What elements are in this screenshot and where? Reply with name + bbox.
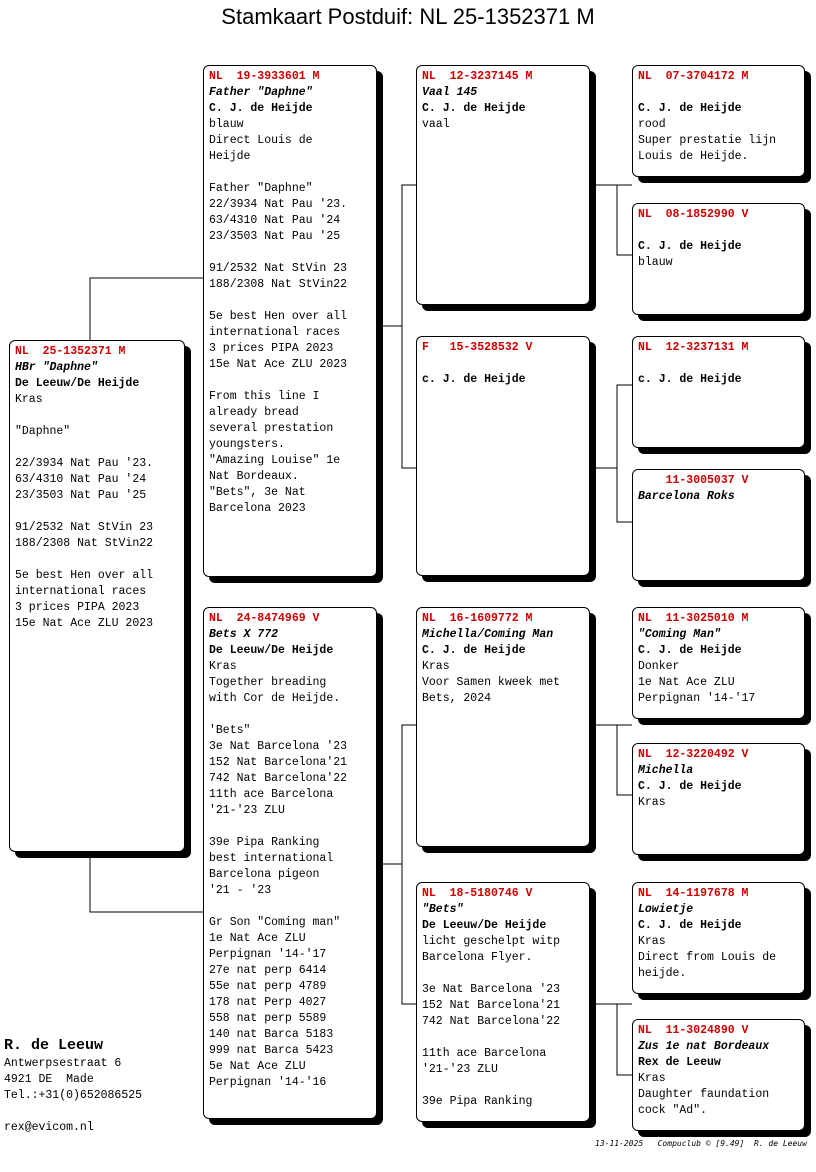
card-line: 22/3934 Nat Pau '23. [15,457,154,470]
card-line: 91/2532 Nat StVin 23 [15,521,154,534]
card-line: blauw [638,256,673,269]
card-line [209,245,371,261]
ggp-fmf-card [632,336,805,448]
card-line: Barcelona 2023 [209,502,306,515]
card-line: Heijde [209,150,251,163]
ring-number: NL 19-3933601 M [209,70,320,83]
card-line: Kras [422,660,450,673]
pigeon-name: Michella/Coming Man [422,628,554,641]
subject-pigeon-card [9,340,185,852]
ring-number: NL 12-3237145 M [422,70,533,83]
owner-email: rex@evicom.nl [4,1121,94,1134]
card-line [15,504,179,520]
card-line: several prestation [209,422,334,435]
card-line: 5e Nat Ace ZLU [209,1060,306,1073]
pigeon-name: Father "Daphne" [209,86,313,99]
card-line [15,408,179,424]
ggp-mfm-card [632,743,805,855]
father-card [203,65,377,577]
card-line: 1e Nat Ace ZLU [209,932,306,945]
card-line: 11th ace Barcelona [209,788,334,801]
breeder-name: De Leeuw/De Heijde [422,919,547,932]
ring-number: NL 18-5180746 V [422,887,533,900]
card-line: 3e Nat Barcelona '23 [209,740,348,753]
card-line: Louis de Heijde. [638,150,749,163]
ring-number: NL 11-3024890 V [638,1024,749,1037]
card-line: Donker [638,660,680,673]
card-line: 23/3503 Nat Pau '25 [209,230,341,243]
card-line: '21-'23 ZLU [422,1063,498,1076]
breeder-name: C. J. de Heijde [638,240,742,253]
card-line: 3 prices PIPA 2023 [15,601,140,614]
card-line: cock "Ad". [638,1104,708,1117]
ring-number: 11-3005037 V [638,474,749,487]
card-line: Perpignan '14-'17 [209,948,327,961]
card-line [209,899,371,915]
ring-number: NL 25-1352371 M [15,345,126,358]
pigeon-name: Michella [638,764,694,777]
breeder-name: C. J. de Heijde [209,102,313,115]
mother-card [203,607,377,1119]
owner-name: R. de Leeuw [4,1037,104,1054]
card-line: Kras [638,1072,666,1085]
page-title: Stamkaart Postduif: NL 25-1352371 M [221,4,595,29]
breeder-name: c. J. de Heijde [422,373,526,386]
ring-number: NL 12-3237131 M [638,341,749,354]
card-line [638,356,799,372]
ring-number: F 15-3528532 V [422,341,533,354]
ring-number: NL 16-1609772 M [422,612,533,625]
card-line: 27e nat perp 6414 [209,964,327,977]
breeder-name: C. J. de Heijde [422,644,526,657]
pigeon-name: HBr "Daphne" [15,361,98,374]
card-line: 152 Nat Barcelona'21 [209,756,348,769]
pigeon-name: Lowietje [638,903,694,916]
ggp-mff-card [632,607,805,719]
card-line: 742 Nat Barcelona'22 [209,772,348,785]
card-line: "Amazing Louise" 1e [209,454,341,467]
owner-phone: Tel.:+31(0)652086525 [4,1089,143,1102]
card-line: 23/3503 Nat Pau '25 [15,489,147,502]
card-line: "Daphne" [15,425,71,438]
owner-city: 4921 DE Made [4,1073,94,1086]
card-line [638,223,799,239]
ring-number: NL 11-3025010 M [638,612,749,625]
card-line: Perpignan '14-'17 [638,692,756,705]
ggp-mmm-card [632,1019,805,1131]
card-line: 5e best Hen over all [209,310,348,323]
card-line: 152 Nat Barcelona'21 [422,999,561,1012]
card-line: 63/4310 Nat Pau '24 [209,214,341,227]
card-line: 1e Nat Ace ZLU [638,676,735,689]
card-line: Nat Bordeaux. [209,470,299,483]
card-line: youngsters. [209,438,285,451]
card-line: Barcelona Flyer. [422,951,533,964]
breeder-name: c. J. de Heijde [638,373,742,386]
card-line: Kras [209,660,237,673]
maternal-grandmother-card [416,882,590,1122]
ring-number: NL 07-3704172 M [638,70,749,83]
pigeon-name: "Coming Man" [638,628,721,641]
owner-block [4,1036,142,1136]
card-line: 3 prices PIPA 2023 [209,342,334,355]
pigeon-name: "Bets" [422,903,464,916]
card-line: Kras [15,393,43,406]
card-line: '21-'23 ZLU [209,804,285,817]
card-line: 188/2308 Nat StVin22 [209,278,348,291]
card-line: best international [209,852,334,865]
card-line: 178 nat Perp 4027 [209,996,327,1009]
breeder-name: De Leeuw/De Heijde [209,644,334,657]
card-line: rood [638,118,666,131]
card-line: with Cor de Heijde. [209,692,341,705]
card-line [209,707,371,723]
breeder-name: De Leeuw/De Heijde [15,377,140,390]
card-line: licht geschelpt witp [422,935,561,948]
card-line [422,356,584,372]
card-line: 63/4310 Nat Pau '24 [15,473,147,486]
breeder-name: C. J. de Heijde [638,780,742,793]
ggp-mmf-card [632,882,805,994]
card-line: '21 - '23 [209,884,272,897]
card-line [209,165,371,181]
pigeon-name: Vaal 145 [422,86,478,99]
card-line: 742 Nat Barcelona'22 [422,1015,561,1028]
card-line: 999 nat Barca 5423 [209,1044,334,1057]
card-line: Bets, 2024 [422,692,492,705]
card-line: already bread [209,406,299,419]
card-line: 15e Nat Ace ZLU 2023 [15,617,154,630]
card-line: 558 nat perp 5589 [209,1012,327,1025]
card-line [422,1078,584,1094]
card-line: 22/3934 Nat Pau '23. [209,198,348,211]
card-line: Father "Daphne" [209,182,313,195]
ring-number: NL 14-1197678 M [638,887,749,900]
card-line: international races [15,585,147,598]
card-line: Daughter faundation [638,1088,770,1101]
card-line: 39e Pipa Ranking [209,836,320,849]
ring-number: NL 12-3220492 V [638,748,749,761]
paternal-grandfather-card [416,65,590,305]
ggp-fmm-card [632,469,805,581]
footer-note: 13-11-2025 Compuclub © [9.49] R. de Leeuw [595,1139,807,1148]
card-line: 91/2532 Nat StVin 23 [209,262,348,275]
card-line: 15e Nat Ace ZLU 2023 [209,358,348,371]
breeder-name: Rex de Leeuw [638,1056,721,1069]
breeder-name: C. J. de Heijde [638,102,742,115]
card-line: blauw [209,118,244,131]
card-line [638,85,799,101]
ring-number: NL 08-1852990 V [638,208,749,221]
card-line: 3e Nat Barcelona '23 [422,983,561,996]
pigeon-name: Zus 1e nat Bordeaux [638,1040,770,1053]
card-line: Perpignan '14-'16 [209,1076,327,1089]
ring-number: NL 24-8474969 V [209,612,320,625]
card-line: Together breading [209,676,327,689]
card-line [209,819,371,835]
card-line: Kras [638,796,666,809]
card-line: Voor Samen kweek met [422,676,561,689]
card-line [422,1030,584,1046]
card-line: From this line I [209,390,320,403]
card-line: Kras [638,935,666,948]
card-line: 11th ace Barcelona [422,1047,547,1060]
card-line [209,373,371,389]
card-line: Direct from Louis de [638,951,777,964]
card-line: vaal [422,118,450,131]
card-line: international races [209,326,341,339]
pigeon-name: Barcelona Roks [638,490,735,503]
card-line: Barcelona pigeon [209,868,320,881]
card-line [422,966,584,982]
card-line: Direct Louis de [209,134,313,147]
card-line [15,552,179,568]
card-line: 'Bets" [209,724,251,737]
card-line: Super prestatie lijn [638,134,777,147]
breeder-name: C. J. de Heijde [638,644,742,657]
owner-street: Antwerpsestraat 6 [4,1057,122,1070]
paternal-grandmother-card [416,336,590,576]
card-line [15,440,179,456]
card-line: 140 nat Barca 5183 [209,1028,334,1041]
card-line: 39e Pipa Ranking [422,1095,533,1108]
card-line: 188/2308 Nat StVin22 [15,537,154,550]
card-line: Gr Son "Coming man" [209,916,341,929]
ggp-ffm-card [632,203,805,315]
card-line: "Bets", 3e Nat [209,486,306,499]
pigeon-name: Bets X 772 [209,628,279,641]
card-line [209,293,371,309]
breeder-name: C. J. de Heijde [638,919,742,932]
card-line: 55e nat perp 4789 [209,980,327,993]
ggp-fff-card [632,65,805,177]
breeder-name: C. J. de Heijde [422,102,526,115]
card-line: 5e best Hen over all [15,569,154,582]
card-line: heijde. [638,967,687,980]
maternal-grandfather-card [416,607,590,847]
